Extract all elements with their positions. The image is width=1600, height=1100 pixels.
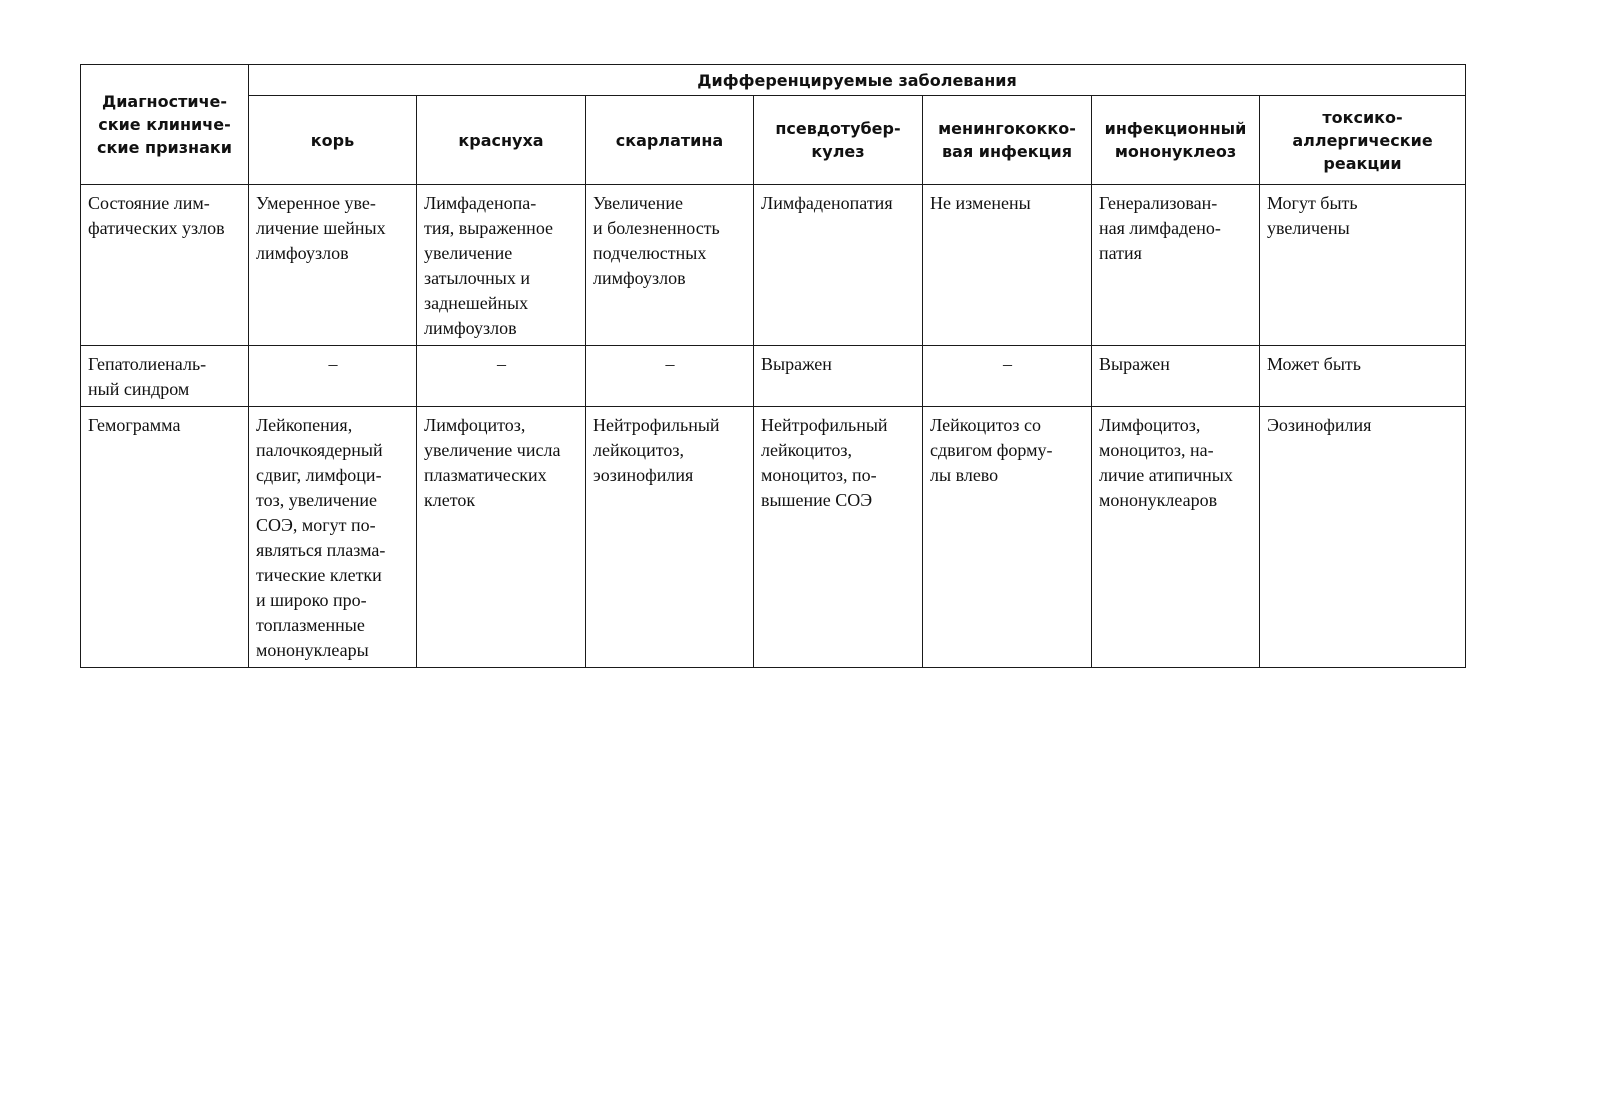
table-cell: Лимфоцитоз, увеличение числа плазматических клеток: [417, 407, 586, 668]
table-row: [81, 407, 1466, 668]
disease-header-meningococcal: менингококко- вая инфекция: [923, 96, 1092, 185]
table-cell: Могут быть увеличены: [1260, 185, 1466, 346]
sign-cell: Состояние лим- фатических узлов: [81, 185, 249, 346]
header-row-diseases: [81, 96, 1466, 185]
table-cell: Лейкопения, палочкоядерный сдвиг, лимфоци- тоз, увеличение СОЭ, могут по- являться плазма- тические клетки и широко про- топлазменные мононуклеары: [249, 407, 417, 668]
table-cell: Выражен: [754, 346, 923, 407]
table-cell: Умеренное уве- личение шейных лимфоузлов: [249, 185, 417, 346]
disease-header-scarlet-fever: скарлатина: [586, 96, 754, 185]
table-cell: Не изменены: [923, 185, 1092, 346]
group-header-cell: Дифференцируемые заболевания: [249, 65, 1466, 96]
table-cell: Лейкоцитоз со сдвигом форму- лы влево: [923, 407, 1092, 668]
table-cell: Лимфаденопатия: [754, 185, 923, 346]
sign-cell: Гемограмма: [81, 407, 249, 668]
table-cell: Генерализован- ная лимфадено- патия: [1092, 185, 1260, 346]
header-row-group: [81, 65, 1466, 96]
table-cell: Может быть: [1260, 346, 1466, 407]
table-row: [81, 185, 1466, 346]
table-header: [81, 65, 1466, 185]
table-cell: –: [249, 346, 417, 407]
table-cell: –: [417, 346, 586, 407]
differential-diagnosis-table: [80, 64, 1466, 668]
sign-cell: Гепатолиеналь- ный синдром: [81, 346, 249, 407]
disease-header-mononucleosis: инфекционный мононуклеоз: [1092, 96, 1260, 185]
table-cell: –: [923, 346, 1092, 407]
table-cell: Нейтрофильный лейкоцитоз, моноцитоз, по- вышение СОЭ: [754, 407, 923, 668]
disease-header-toxic-allergic: токсико- аллергические реакции: [1260, 96, 1466, 185]
table-cell: Увеличение и болезненность подчелюстных лимфоузлов: [586, 185, 754, 346]
table-body: [81, 185, 1466, 668]
disease-header-measles: корь: [249, 96, 417, 185]
corner-header-cell: Диагностиче- ские клиниче- ские признаки: [81, 65, 249, 185]
table-row: [81, 346, 1466, 407]
table-cell: Нейтрофильный лейкоцитоз, эозинофилия: [586, 407, 754, 668]
table-cell: Лимфоцитоз, моноцитоз, на- личие атипичных мононуклеаров: [1092, 407, 1260, 668]
table-cell: –: [586, 346, 754, 407]
table-cell: Выражен: [1092, 346, 1260, 407]
table-cell: Лимфаденопа- тия, выраженное увеличение затылочных и заднешейных лимфоузлов: [417, 185, 586, 346]
disease-header-rubella: краснуха: [417, 96, 586, 185]
table-cell: Эозинофилия: [1260, 407, 1466, 668]
disease-header-pseudotuberculosis: псевдотубер- кулез: [754, 96, 923, 185]
